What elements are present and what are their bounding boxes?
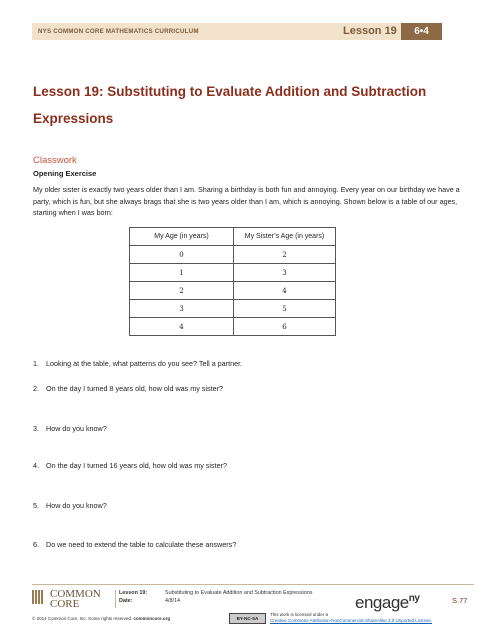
copyright-text: © 2014 Common Core, Inc. Some rights reserved.	[32, 616, 133, 621]
common-core-logo-icon	[32, 590, 46, 604]
question-text: On the day I turned 16 years old, how old was my sister?	[46, 461, 227, 470]
common-core-wordmark	[50, 589, 101, 609]
question-text: How do you know?	[46, 424, 107, 433]
table-cell: 0	[130, 246, 234, 264]
question-number: 5.	[33, 501, 39, 510]
footer-separator	[115, 590, 116, 608]
engage-ny-text: ny	[408, 593, 420, 604]
engage-ny-logo	[355, 593, 419, 613]
footer-lesson-label: Lesson 19:	[119, 590, 148, 596]
question-number: 4.	[33, 461, 39, 470]
question-2	[33, 384, 223, 393]
license-text: This work is licensed under a	[270, 612, 329, 617]
table-cell: 2	[234, 246, 336, 264]
footer-lesson-title: Substituting to Evaluate Addition and Subtraction Expressions	[165, 590, 313, 596]
section-heading: Classwork	[33, 155, 77, 166]
table-cell: 3	[234, 264, 336, 282]
question-text: Do we need to extend the table to calculate these answers?	[46, 540, 237, 549]
question-4	[33, 461, 227, 470]
page-title-line1: Lesson 19: Substituting to Evaluate Addition and Subtraction	[33, 84, 427, 99]
table-row	[130, 246, 336, 264]
copyright-site-link[interactable]: commoncore.org	[133, 616, 171, 621]
lesson-label: Lesson 19	[343, 25, 397, 37]
cc-license-badge[interactable]: BY-NC-SA	[229, 613, 266, 624]
footer-date-label: Date:	[119, 598, 133, 604]
question-text: On the day I turned 8 years old, how old was my sister?	[46, 384, 223, 393]
brand-line2: CORE	[50, 598, 80, 610]
brand-line1: COMMON	[50, 588, 101, 600]
grade-module-badge: 6•4	[401, 23, 442, 40]
engage-text: engage	[355, 593, 409, 612]
footer-date: 4/8/14	[165, 598, 180, 604]
question-number: 2.	[33, 384, 39, 393]
age-table	[129, 227, 336, 336]
table-cell: 3	[130, 300, 234, 318]
table-cell: 4	[234, 282, 336, 300]
question-text: How do you know?	[46, 501, 107, 510]
question-number: 6.	[33, 540, 39, 549]
footer-copyright	[32, 616, 170, 621]
question-text: Looking at the table, what patterns do you see? Tell a partner.	[46, 359, 243, 368]
page-title-line2: Expressions	[33, 111, 114, 126]
curriculum-label: NYS COMMON CORE MATHEMATICS CURRICULUM	[38, 28, 199, 35]
table-header-row	[130, 228, 336, 246]
question-number: 3.	[33, 424, 39, 433]
intro-paragraph: My older sister is exactly two years older than I am. Sharing a birthday is both fun and annoying. Every year on our birthday we have a party, which is fun, but she always brags that she is two years older than I am, which is annoying. Shown below is a table of our ages, starting when I was born:	[33, 185, 460, 217]
table-cell: 1	[130, 264, 234, 282]
question-3	[33, 424, 107, 433]
question-number: 1.	[33, 359, 39, 368]
subsection-heading: Opening Exercise	[33, 169, 97, 178]
footer-divider	[32, 584, 474, 585]
table-row	[130, 264, 336, 282]
table-cell: 5	[234, 300, 336, 318]
table-cell: 6	[234, 318, 336, 336]
question-5	[33, 501, 107, 510]
table-row	[130, 318, 336, 336]
table-cell: 4	[130, 318, 234, 336]
table-row	[130, 300, 336, 318]
license-link[interactable]: Creative Commons Attribution-NonCommercial-ShareAlike 3.0 Unported License.	[270, 618, 433, 623]
question-1	[33, 359, 242, 368]
column-header-sister-age: My Sister’s Age (in years)	[234, 228, 336, 246]
page-number: S.77	[452, 596, 468, 605]
question-6	[33, 540, 236, 549]
table-cell: 2	[130, 282, 234, 300]
column-header-my-age: My Age (in years)	[130, 228, 234, 246]
table-row	[130, 282, 336, 300]
